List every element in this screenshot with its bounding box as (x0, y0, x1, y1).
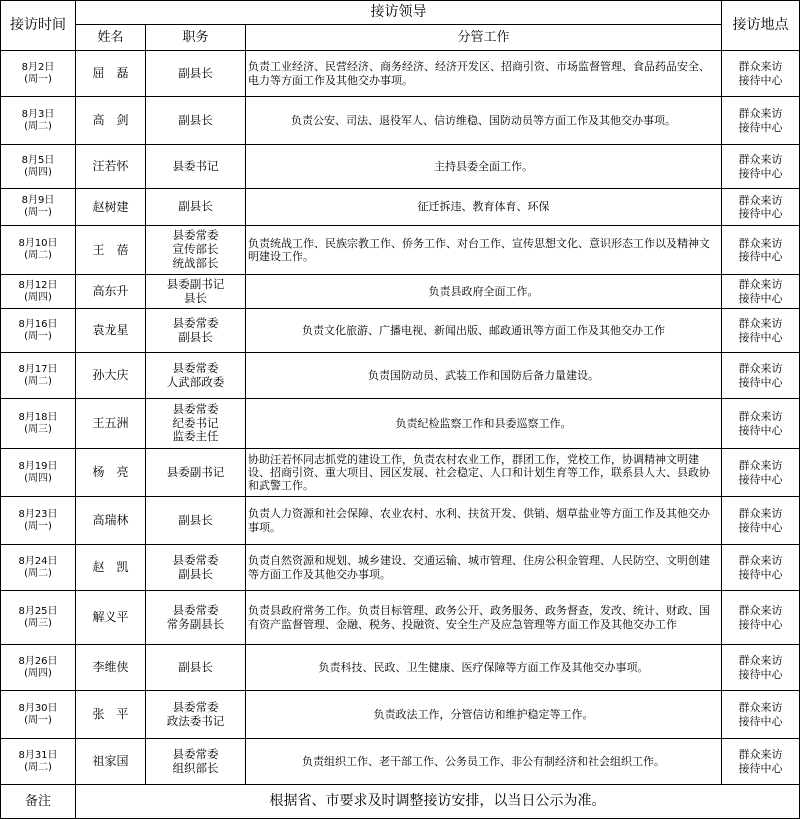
reception-place (722, 189, 800, 226)
header-reception-time: 接访时间 (1, 1, 76, 51)
place-line: 群众来访 (738, 410, 783, 424)
schedule-row (1, 691, 800, 739)
schedule-row (1, 591, 800, 645)
reception-place (722, 97, 800, 145)
leader-position (146, 739, 246, 785)
weekday-text: (周二) (24, 567, 52, 579)
leader-position (146, 545, 246, 591)
place-line: 群众来访 (738, 748, 783, 762)
schedule-row (1, 399, 800, 449)
date-cell (1, 691, 76, 739)
duty-description: 负责政法工作，分管信访和维护稳定等工作。 (246, 691, 722, 739)
reception-place (722, 309, 800, 353)
place-line: 接待中心 (738, 667, 783, 681)
weekday-text: (周二) (24, 761, 52, 773)
reception-place (722, 275, 800, 309)
date-cell (1, 275, 76, 309)
weekday-text: (周二) (24, 375, 52, 387)
date-text: 8月24日 (18, 555, 58, 567)
place-line: 群众来访 (738, 107, 783, 121)
date-cell (1, 309, 76, 353)
position-line: 县委常委 (172, 315, 219, 330)
position-line: 政法委书记 (166, 713, 225, 728)
leader-position (146, 189, 246, 226)
duty-description: 负责县政府全面工作。 (246, 275, 722, 309)
date-text: 8月9日 (21, 195, 55, 206)
position-line: 副县长 (178, 566, 213, 581)
weekday-text: (周四) (24, 291, 52, 303)
date-text: 8月31日 (18, 749, 58, 761)
duty-description: 负责纪检监察工作和县委巡察工作。 (246, 399, 722, 449)
position-line: 县委副书记 (166, 276, 225, 291)
schedule-row (1, 739, 800, 785)
date-cell (1, 545, 76, 591)
duty-description: 负责统战工作、民族宗教工作、侨务工作、对台工作、宣传思想文化、意识形态工作以及精神文明建设工作。 (246, 226, 722, 275)
date-text: 8月26日 (18, 655, 58, 667)
place-line: 接待中心 (738, 472, 783, 486)
position-line: 纪委书记 (172, 415, 219, 430)
leader-name: 李维侠 (76, 645, 146, 691)
duty-description: 负责县政府常务工作。负责目标管理、政务公开、政务服务、政务督查，发改、统计、财政、国有资产监督管理、金融、税务、投融资、安全生产及应急管理等方面工作及其他交办工作 (246, 591, 722, 645)
date-text: 8月19日 (18, 460, 58, 472)
leader-name: 高瑞林 (76, 497, 146, 545)
position-line: 县长 (184, 290, 207, 305)
schedule-row (1, 353, 800, 399)
weekday-text: (周二) (24, 250, 52, 261)
weekday-text: (周一) (24, 207, 52, 218)
place-line: 接待中心 (738, 73, 783, 87)
duty-description: 负责科技、民政、卫生健康、医疗保障等方面工作及其他交办事项。 (246, 645, 722, 691)
duty-description: 负责人力资源和社会保障、农业农村、水利、扶贫开发、供销、烟草盐业等方面工作及其他交办事项。 (246, 497, 722, 545)
leader-name: 汪若怀 (76, 145, 146, 189)
duty-description: 负责工业经济、民营经济、商务经济、经济开发区、招商引资、市场监督管理、食品药品安全、电力等方面工作及其他交办事项。 (246, 51, 722, 97)
date-cell (1, 399, 76, 449)
weekday-text: (周四) (24, 667, 52, 679)
date-cell (1, 189, 76, 226)
place-line: 接待中心 (738, 375, 783, 389)
date-cell (1, 739, 76, 785)
schedule-row (1, 449, 800, 497)
weekday-text: (周三) (24, 423, 52, 435)
leader-position (146, 309, 246, 353)
weekday-text: (周一) (24, 520, 52, 532)
date-text: 8月2日 (21, 61, 55, 73)
place-line: 群众来访 (738, 507, 783, 521)
position-line: 副县长 (178, 329, 213, 344)
reception-place (722, 226, 800, 275)
position-line: 副县长 (178, 112, 213, 127)
date-text: 8月18日 (18, 411, 58, 423)
date-cell (1, 353, 76, 399)
duty-description: 负责自然资源和规划、城乡建设、交通运输、城市管理、住房公积金管理、人民防空、文明创建等方面工作及其他交办事项。 (246, 545, 722, 591)
date-cell (1, 145, 76, 189)
schedule-row (1, 545, 800, 591)
weekday-text: (周二) (24, 120, 52, 132)
schedule-row (1, 309, 800, 353)
leader-name: 王 蓓 (76, 226, 146, 275)
place-line: 接待中心 (738, 714, 783, 728)
header-reception-place: 接访地点 (722, 1, 800, 51)
place-line: 接待中心 (738, 330, 783, 344)
leader-position (146, 97, 246, 145)
note-label: 备注 (1, 785, 76, 819)
place-line: 群众来访 (738, 554, 783, 568)
leader-position (146, 645, 246, 691)
position-line: 副县长 (178, 65, 213, 80)
position-line: 副县长 (178, 199, 213, 214)
reception-place (722, 497, 800, 545)
leader-name: 赵树建 (76, 189, 146, 226)
place-line: 接待中心 (738, 423, 783, 437)
header-name: 姓名 (76, 25, 146, 51)
weekday-text: (周一) (24, 73, 52, 85)
place-line: 群众来访 (738, 278, 783, 292)
place-line: 接待中心 (738, 520, 783, 534)
leader-name: 袁龙星 (76, 309, 146, 353)
date-text: 8月25日 (18, 605, 58, 617)
leader-position (146, 275, 246, 309)
header-row-top (1, 1, 800, 25)
header-duty: 分管工作 (246, 25, 722, 51)
position-line: 副县长 (178, 512, 213, 527)
reception-place (722, 691, 800, 739)
place-line: 接待中心 (738, 617, 783, 631)
note-row (1, 785, 800, 819)
leader-position (146, 353, 246, 399)
place-line: 接待中心 (738, 207, 783, 220)
date-text: 8月12日 (18, 279, 58, 291)
position-line: 县委常委 (172, 552, 219, 567)
date-text: 8月10日 (18, 238, 58, 249)
leader-position (146, 51, 246, 97)
header-position: 职务 (146, 25, 246, 51)
place-line: 群众来访 (738, 317, 783, 331)
place-line: 群众来访 (738, 362, 783, 376)
reception-place (722, 545, 800, 591)
place-line: 接待中心 (738, 250, 783, 263)
place-line: 接待中心 (738, 120, 783, 134)
leader-position (146, 145, 246, 189)
reception-place (722, 591, 800, 645)
leader-position (146, 226, 246, 275)
date-text: 8月16日 (18, 318, 58, 330)
place-line: 群众来访 (738, 701, 783, 715)
leader-name: 孙大庆 (76, 353, 146, 399)
duty-description: 征迁拆违、教育体育、环保 (246, 189, 722, 226)
date-text: 8月23日 (18, 508, 58, 520)
duty-description: 负责文化旅游、广播电视、新闻出版、邮政通讯等方面工作及其他交办工作 (246, 309, 722, 353)
position-line: 组织部长 (172, 760, 219, 775)
schedule-row (1, 189, 800, 226)
leader-name: 屈 磊 (76, 51, 146, 97)
note-text: 根据省、市要求及时调整接访安排，以当日公示为准。 (76, 785, 800, 819)
place-line: 群众来访 (738, 654, 783, 668)
weekday-text: (周一) (24, 714, 52, 726)
reception-place (722, 353, 800, 399)
date-cell (1, 449, 76, 497)
reception-place (722, 645, 800, 691)
leader-name: 解义平 (76, 591, 146, 645)
date-cell (1, 591, 76, 645)
leader-position (146, 591, 246, 645)
schedule-row (1, 97, 800, 145)
date-text: 8月5日 (21, 154, 55, 166)
leader-name: 高 剑 (76, 97, 146, 145)
position-line: 县委常委 (172, 699, 219, 714)
schedule-row (1, 497, 800, 545)
duty-description: 主持县委全面工作。 (246, 145, 722, 189)
header-reception-leader: 接访领导 (76, 1, 722, 25)
weekday-text: (周四) (24, 472, 52, 484)
date-cell (1, 645, 76, 691)
position-line: 统战部长 (172, 255, 219, 270)
weekday-text: (周四) (24, 166, 52, 178)
position-line: 人武部政委 (166, 374, 225, 389)
date-cell (1, 51, 76, 97)
reception-place (722, 399, 800, 449)
position-line: 县委常委 (172, 401, 219, 416)
date-cell (1, 497, 76, 545)
leader-position (146, 449, 246, 497)
schedule-row (1, 275, 800, 309)
header-row-sub (1, 25, 800, 51)
place-line: 接待中心 (738, 567, 783, 581)
leader-name: 高东升 (76, 275, 146, 309)
reception-place (722, 51, 800, 97)
place-line: 群众来访 (738, 604, 783, 618)
weekday-text: (周三) (24, 617, 52, 629)
duty-description: 负责组织工作、老干部工作、公务员工作、非公有制经济和社会组织工作。 (246, 739, 722, 785)
duty-description: 负责公安、司法、退役军人、信访维稳、国防动员等方面工作及其他交办事项。 (246, 97, 722, 145)
reception-place (722, 449, 800, 497)
leader-position (146, 497, 246, 545)
leader-name: 杨 亮 (76, 449, 146, 497)
schedule-row (1, 226, 800, 275)
leader-name: 赵 凯 (76, 545, 146, 591)
place-line: 接待中心 (738, 166, 783, 180)
weekday-text: (周一) (24, 330, 52, 342)
position-line: 县委副书记 (166, 464, 225, 479)
place-line: 接待中心 (738, 291, 783, 305)
position-line: 常务副县长 (166, 616, 225, 631)
place-line: 群众来访 (738, 153, 783, 167)
place-line: 群众来访 (738, 236, 783, 250)
position-line: 县委常委 (172, 360, 219, 375)
date-cell (1, 97, 76, 145)
place-line: 接待中心 (738, 761, 783, 775)
place-line: 群众来访 (738, 60, 783, 74)
reception-place (722, 739, 800, 785)
duty-description: 协助汪若怀同志抓党的建设工作，负责农村农业工作，群团工作，党校工作，协调精神文明建设、招商引资、重大项目、园区发展、社会稳定、人口和计划生育等工作，联系县人大、县政协和武警工作。 (246, 449, 722, 497)
leader-name: 祖家国 (76, 739, 146, 785)
leader-name: 王五洲 (76, 399, 146, 449)
duty-description: 负责国防动员、武装工作和国防后备力量建设。 (246, 353, 722, 399)
schedule-row (1, 145, 800, 189)
leader-name: 张 平 (76, 691, 146, 739)
position-line: 监委主任 (172, 429, 219, 444)
leader-position (146, 691, 246, 739)
date-text: 8月17日 (18, 363, 58, 375)
date-cell (1, 226, 76, 275)
place-line: 群众来访 (738, 459, 783, 473)
reception-place (722, 145, 800, 189)
position-line: 县委常委 (172, 228, 219, 243)
place-line: 群众来访 (738, 193, 783, 207)
position-line: 县委常委 (172, 746, 219, 761)
schedule-row (1, 645, 800, 691)
schedule-row (1, 51, 800, 97)
leader-position (146, 399, 246, 449)
position-line: 县委书记 (172, 158, 219, 173)
date-text: 8月30日 (18, 702, 58, 714)
position-line: 副县长 (178, 659, 213, 674)
date-text: 8月3日 (21, 108, 55, 120)
position-line: 宣传部长 (172, 242, 219, 257)
position-line: 县委常委 (172, 602, 219, 617)
